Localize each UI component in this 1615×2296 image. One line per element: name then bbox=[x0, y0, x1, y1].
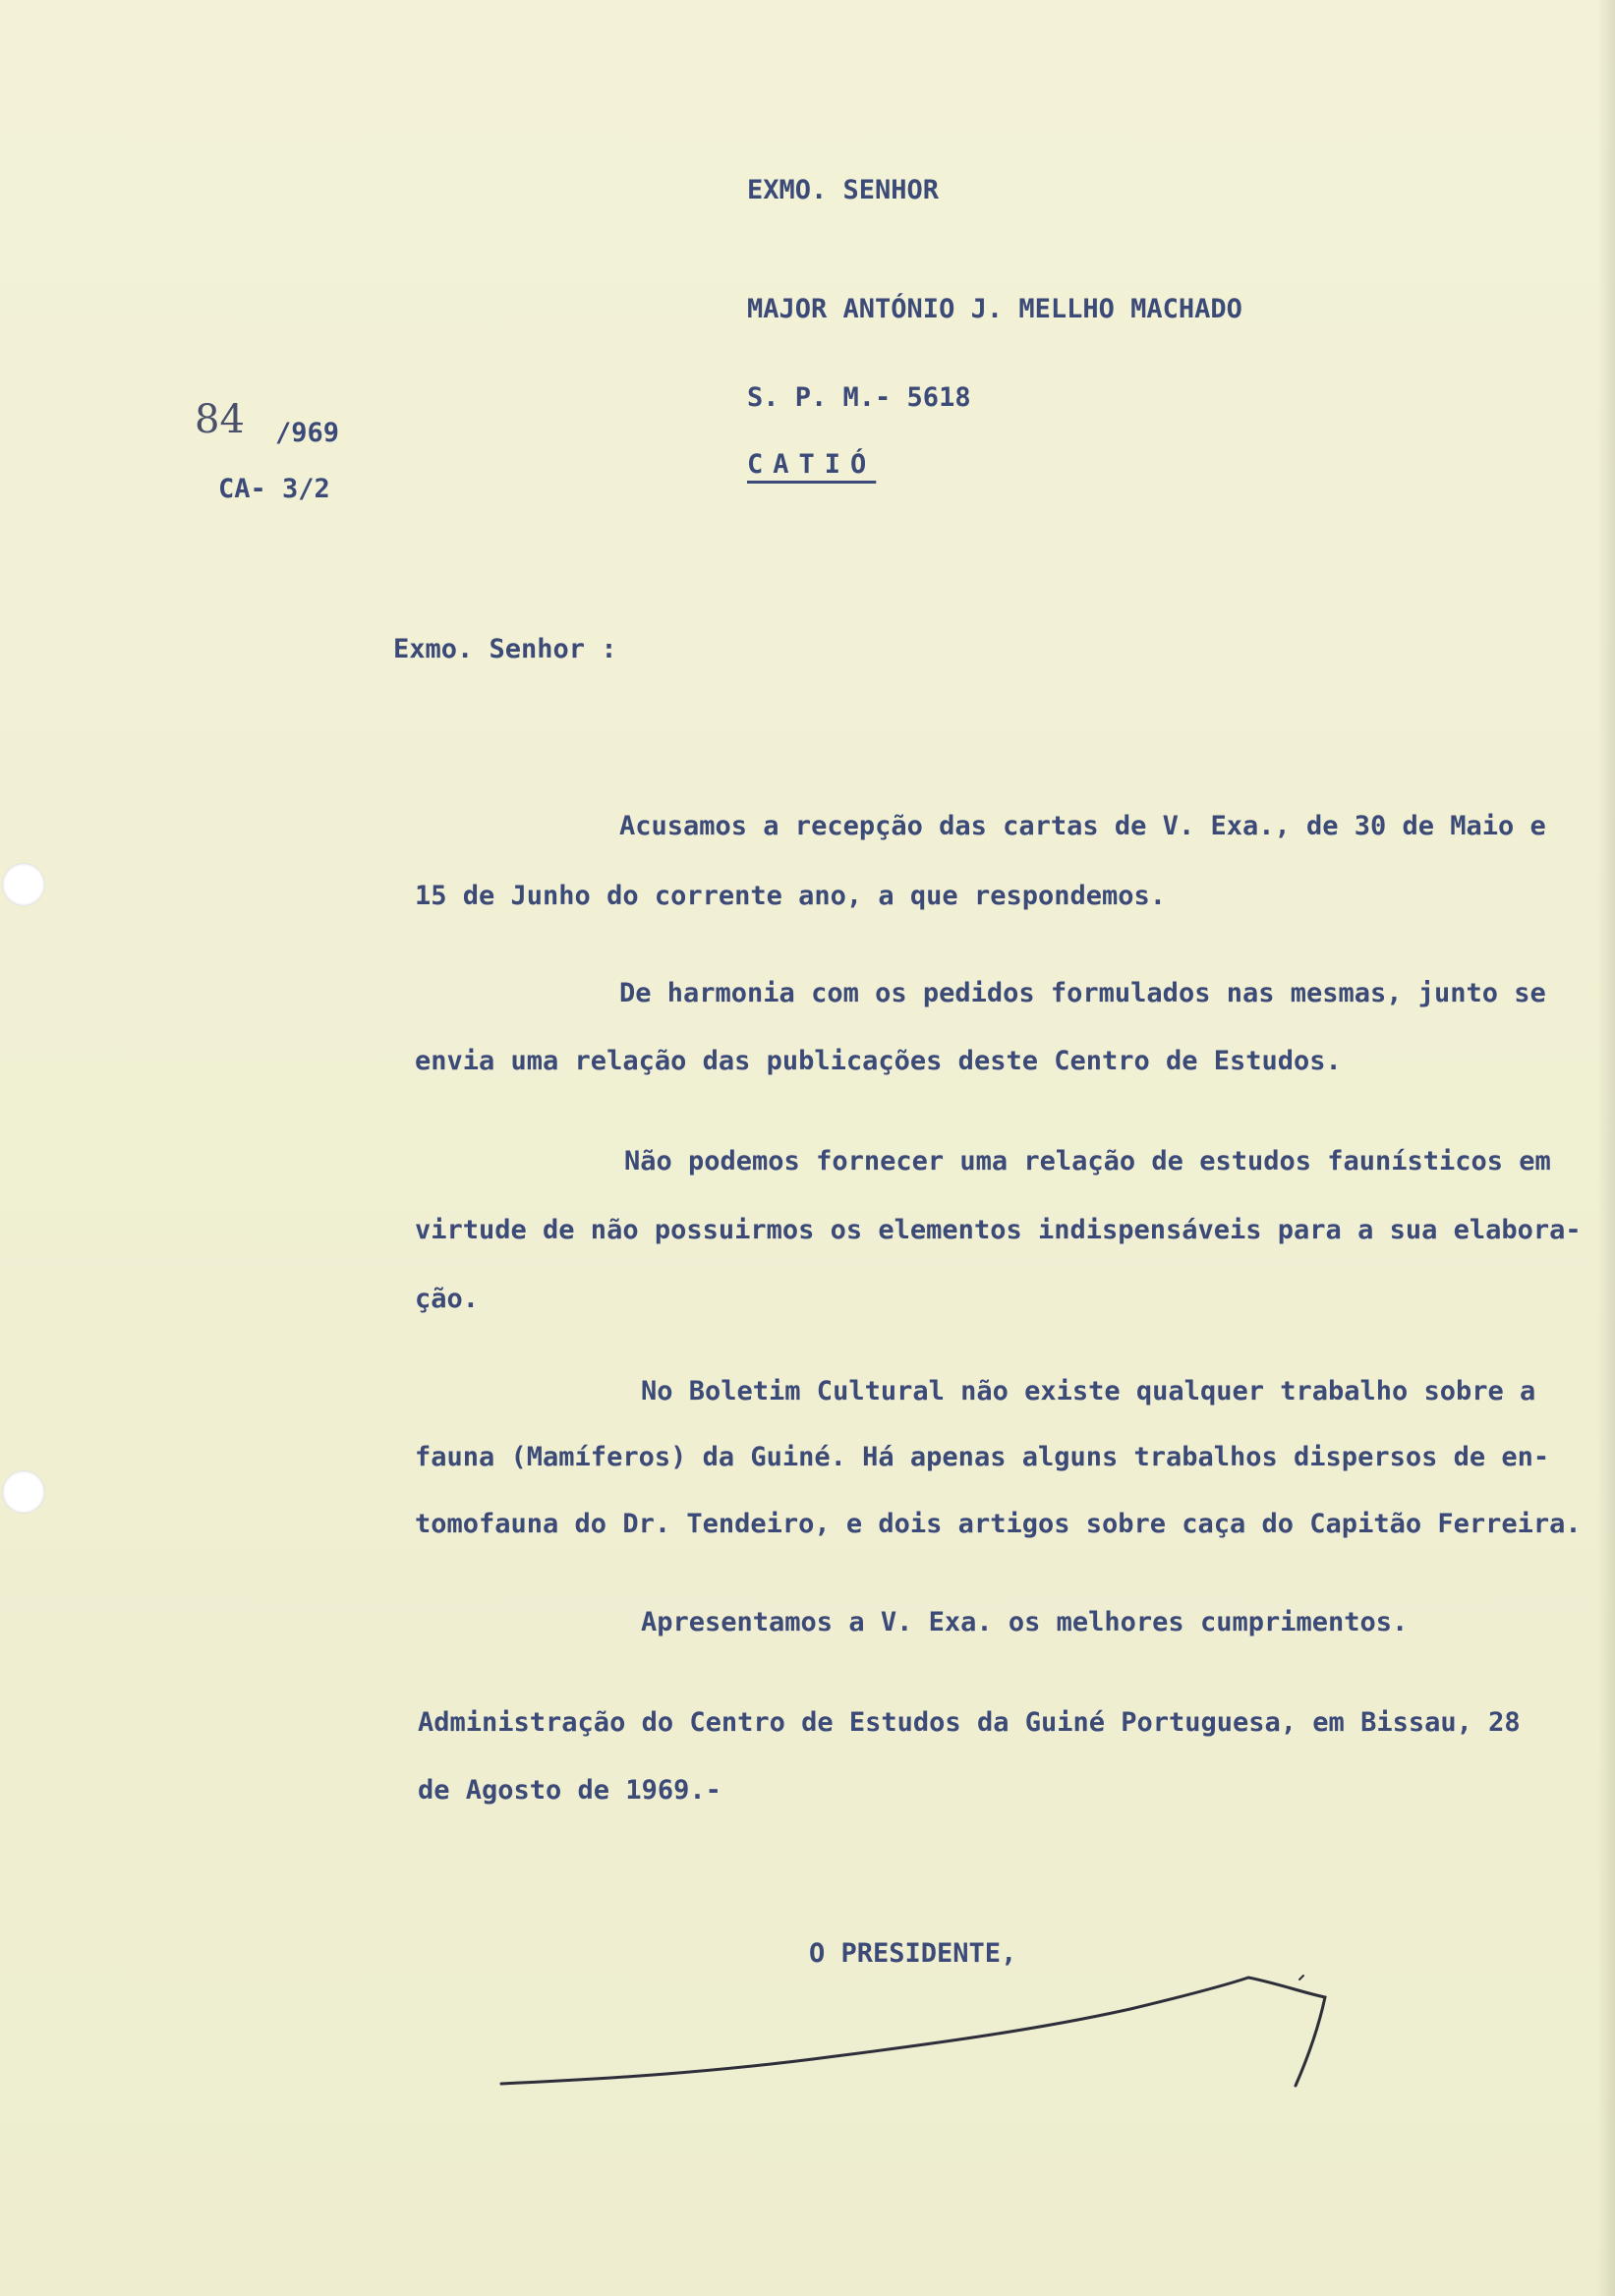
signature-title: O PRESIDENTE, bbox=[809, 1938, 1017, 1969]
reference-code: CA- 3/2 bbox=[218, 474, 330, 504]
closing-line-1: Administração do Centro de Estudos da Guiné Portuguesa, em Bissau, 28 bbox=[418, 1707, 1521, 1738]
paper-edge-shadow bbox=[1597, 0, 1615, 2296]
body-p2-line1: De harmonia com os pedidos formulados nas mesmas, junto se bbox=[619, 978, 1546, 1008]
body-p4-line1: No Boletim Cultural não existe qualquer trabalho sobre a bbox=[641, 1376, 1536, 1406]
body-p1-line1: Acusamos a recepção das cartas de V. Exa., de 30 de Maio e bbox=[619, 811, 1546, 841]
salutation: Exmo. Senhor : bbox=[393, 634, 617, 664]
punch-hole-top bbox=[2, 863, 45, 906]
reference-year: /969 bbox=[275, 418, 340, 448]
body-p4-line2: fauna (Mamíferos) da Guiné. Há apenas alguns trabalhos dispersos de en- bbox=[415, 1442, 1550, 1472]
address-line-4: CATIÓ bbox=[747, 449, 877, 480]
body-p4-line3: tomofauna do Dr. Tendeiro, e dois artigos sobre caça do Capitão Ferreira. bbox=[415, 1509, 1582, 1539]
body-p3-line1: Não podemos fornecer uma relação de estudos faunísticos em bbox=[624, 1146, 1551, 1177]
address-line-3: S. P. M.- 5618 bbox=[747, 382, 971, 413]
punch-hole-bottom bbox=[2, 1470, 45, 1514]
handwritten-signature bbox=[491, 1966, 1337, 2123]
closing-line-2: de Agosto de 1969.- bbox=[418, 1775, 721, 1806]
body-p5-line1: Apresentamos a V. Exa. os melhores cumprimentos. bbox=[641, 1607, 1409, 1637]
body-p2-line2: envia uma relação das publicações deste Centro de Estudos. bbox=[415, 1046, 1342, 1076]
address-line-1: EXMO. SENHOR bbox=[747, 175, 940, 205]
address-line-2: MAJOR ANTÓNIO J. MELLHO MACHADO bbox=[747, 294, 1242, 324]
body-p3-line2: virtude de não possuirmos os elementos indispensáveis para a sua elabora- bbox=[415, 1215, 1582, 1245]
reference-handwritten-number: 84 bbox=[195, 397, 245, 442]
body-p3-line3: ção. bbox=[415, 1284, 480, 1314]
body-p1-line2: 15 de Junho do corrente ano, a que respondemos. bbox=[415, 881, 1167, 911]
